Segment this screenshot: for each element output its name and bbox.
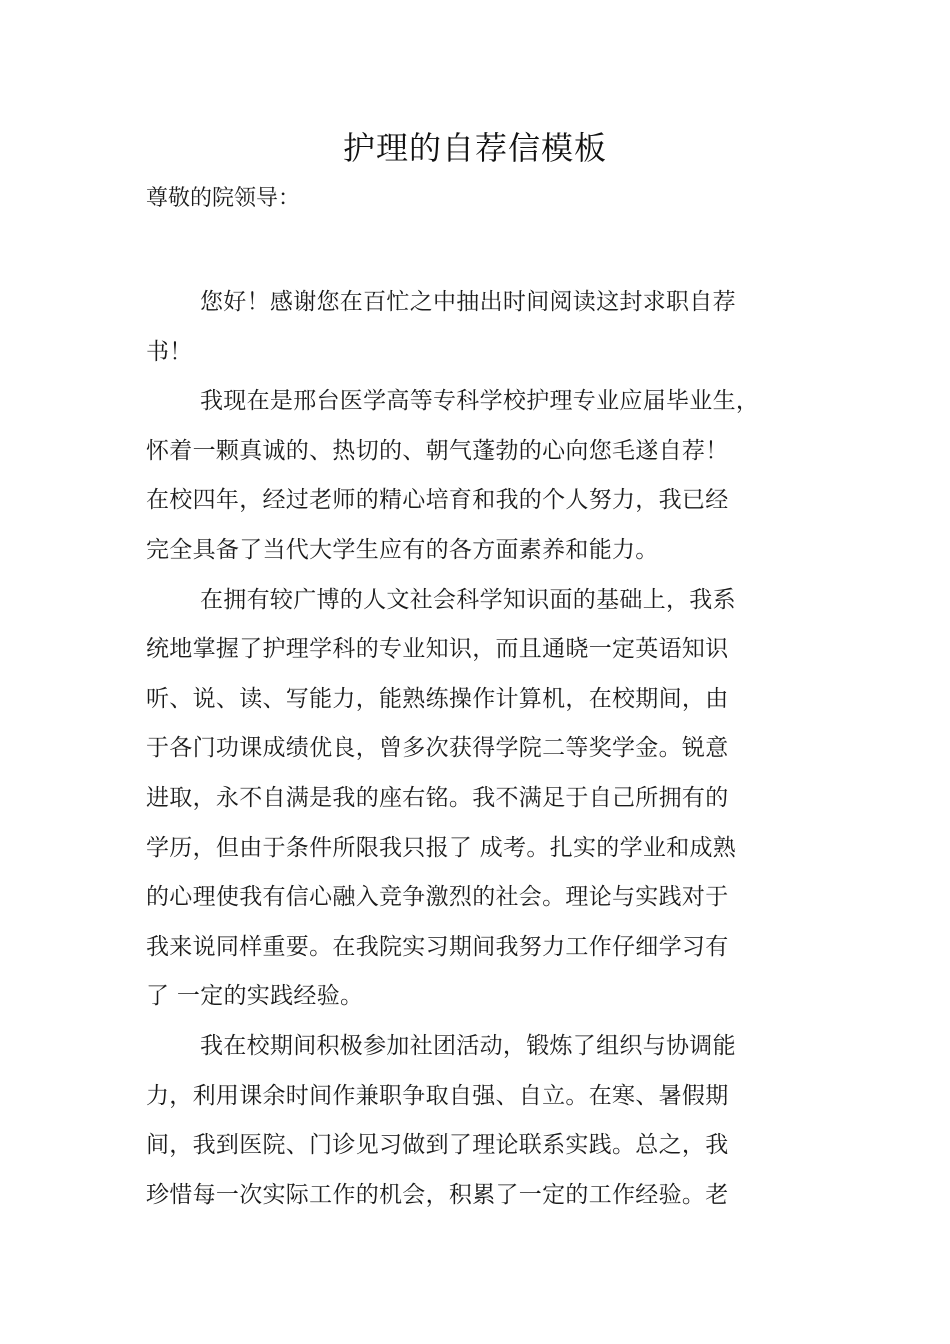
- body-line: 在校四年，经过老师的精心培育和我的个人努力，我已经: [146, 487, 729, 514]
- body-line: 学历，但由于条件所限我只报了 成考。扎实的学业和成熟: [146, 834, 737, 861]
- body-line: 我现在是邢台医学高等专科学校护理专业应届毕业生，: [200, 388, 760, 415]
- body-line: 的心理使我有信心融入竞争激烈的社会。理论与实践对于: [146, 884, 729, 911]
- body-line: 完全具备了当代大学生应有的各方面素养和能力。: [146, 536, 659, 563]
- document-title: 护理的自荐信模板: [342, 129, 607, 167]
- body-line: 间，我到医院、门诊见习做到了理论联系实践。总之，我: [146, 1132, 729, 1159]
- body-line: 怀着一颗真诚的、热切的、朝气蓬勃的心向您毛遂自荐！: [146, 437, 729, 464]
- body-line: 珍惜每一次实际工作的机会，积累了一定的工作经验。老: [146, 1181, 729, 1208]
- body-line: 进取，永不自满是我的座右铭。我不满足于自己所拥有的: [146, 784, 729, 811]
- body-line: 我在校期间积极参加社团活动，锻炼了组织与协调能: [200, 1032, 736, 1059]
- salutation: 尊敬的院领导：: [146, 186, 301, 211]
- body-line: 统地掌握了护理学科的专业知识，而且通晓一定英语知识: [146, 636, 729, 663]
- body-line: 您好！感谢您在百忙之中抽出时间阅读这封求职自荐: [200, 289, 736, 315]
- body-line: 了 一定的实践经验。: [146, 983, 364, 1010]
- body-line: 在拥有较广博的人文社会科学知识面的基础上，我系: [200, 586, 736, 613]
- body-line: 书！: [146, 338, 193, 365]
- letter-body: [146, 283, 810, 1225]
- body-line: 我来说同样重要。在我院实习期间我努力工作仔细学习有: [146, 933, 729, 960]
- body-line: 力，利用课余时间作兼职争取自强、自立。在寒、暑假期: [146, 1082, 729, 1109]
- body-line: 听、说、读、写能力，能熟练操作计算机，在校期间，由: [146, 685, 729, 712]
- body-line: 于各门功课成绩优良，曾多次获得学院二等奖学金。锐意: [146, 735, 729, 762]
